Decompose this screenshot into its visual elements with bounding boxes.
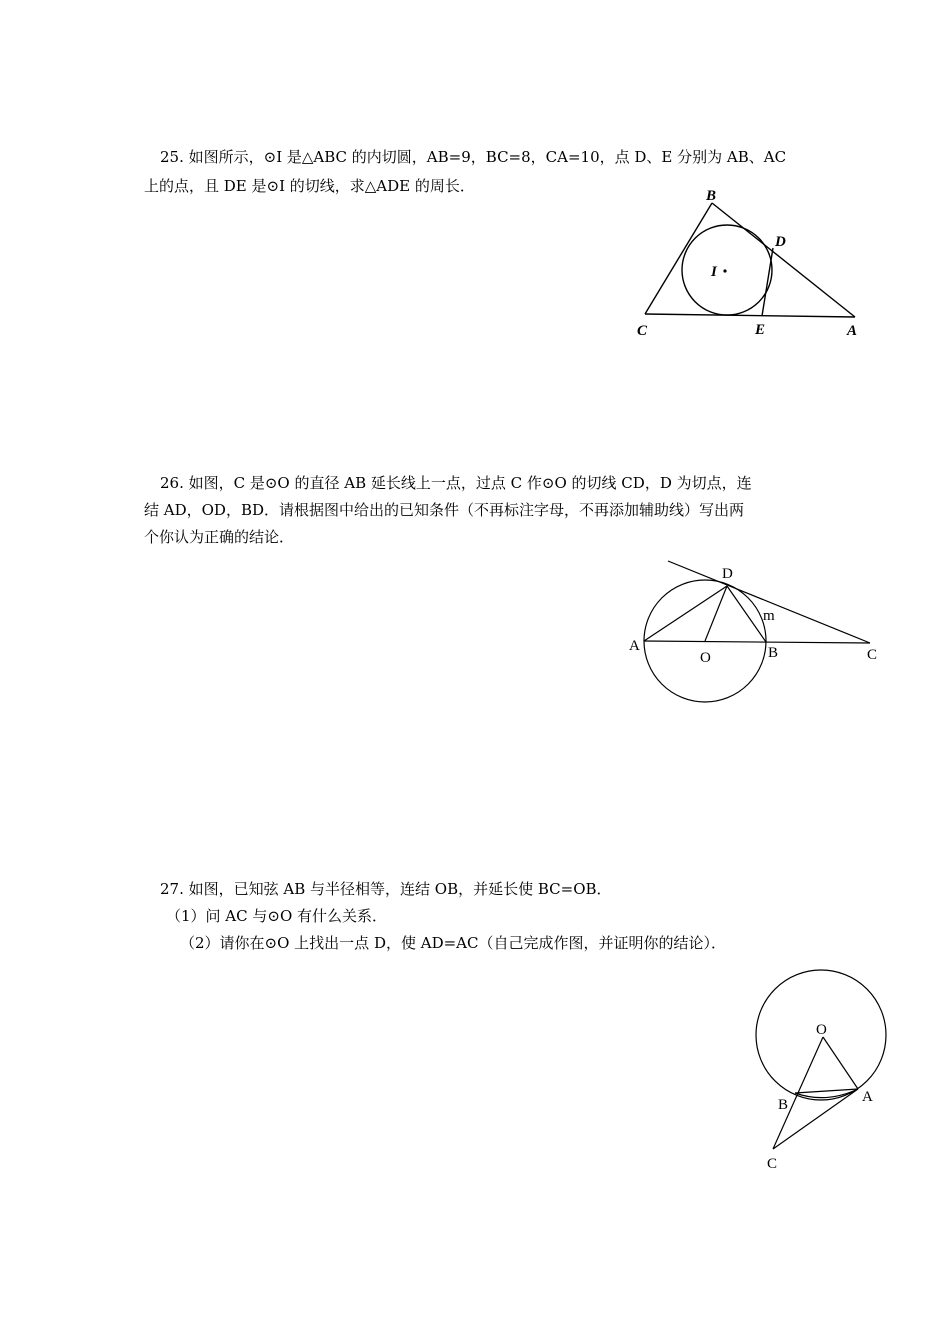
label-O: O — [816, 1022, 827, 1038]
label-C: C — [867, 647, 878, 663]
problem-26-line-3: 个你认为正确的结论． — [144, 528, 295, 546]
label-C: C — [767, 1156, 778, 1172]
label-m: m — [763, 608, 775, 624]
segment-OA — [823, 1037, 858, 1089]
label-A: A — [862, 1089, 873, 1105]
label-B: B — [706, 188, 717, 204]
label-D: D — [775, 234, 786, 250]
problem-25-line-1: 25. 如图所示，⊙I 是△ABC 的内切圆，AB=9，BC=8，CA=10，点 D、E 分别为 AB、AC — [160, 148, 787, 166]
problem-26-line-1: 26. 如图，C 是⊙O 的直径 AB 延长线上一点，过点 C 作⊙O 的切线 CD，D 为切点，连 — [160, 474, 752, 492]
label-A: A — [847, 323, 858, 339]
problem-27-line-1: 27. 如图，已知弦 AB 与半径相等，连结 OB，并延长使 BC=OB． — [160, 880, 612, 898]
problem-26-line-2: 结 AD，OD，BD．请根据图中给出的已知条件（不再标注字母，不再添加辅助线）写出两 — [144, 501, 745, 519]
label-A: A — [629, 638, 640, 654]
label-C: C — [637, 323, 648, 339]
label-B: B — [768, 645, 779, 661]
label-E: E — [755, 322, 766, 338]
problem-27-line-3: （2）请你在⊙O 上找出一点 D，使 AD=AC（自己完成作图，并证明你的结论）． — [180, 934, 726, 952]
label-O: O — [700, 650, 711, 666]
problem-27-line-2: （1）问 AC 与⊙O 有什么关系． — [166, 907, 388, 925]
label-D: D — [722, 566, 733, 582]
label-B: B — [778, 1097, 789, 1113]
label-I: I — [711, 264, 717, 280]
problem-25-line-2: 上的点，且 DE 是⊙I 的切线，求△ADE 的周长． — [144, 177, 475, 195]
